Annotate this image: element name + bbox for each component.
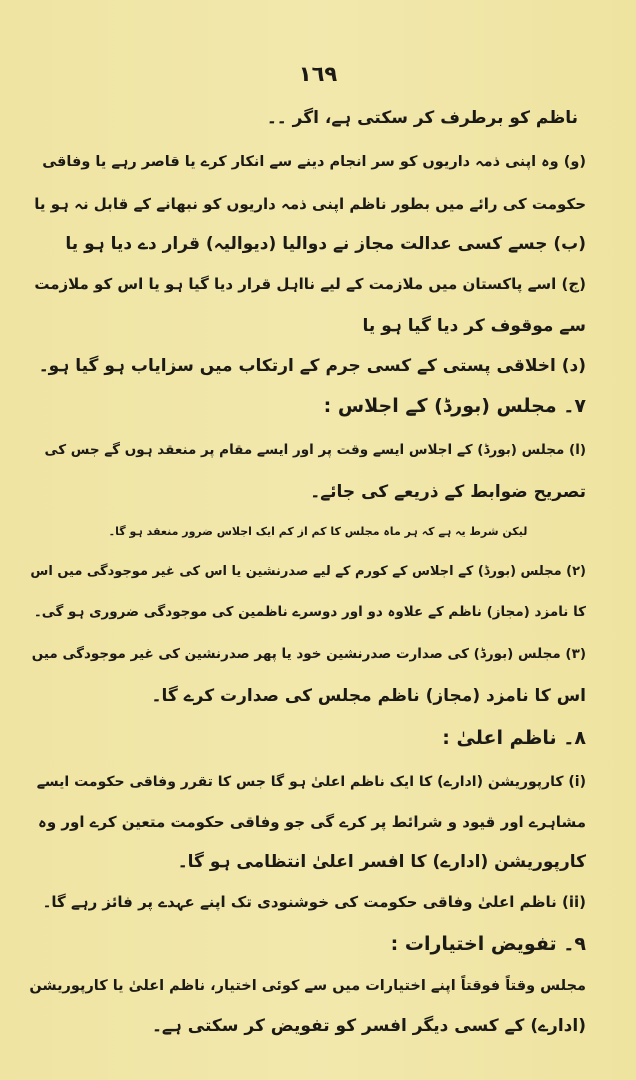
- text-line: سے موقوف کر دیا گیا ہو یا: [362, 316, 586, 336]
- proviso-text: لیکن شرط یہ ہے کہ ہر ماہ مجلس کا کم از کم ایک اجلاس ضرور منعقد ہو گا۔: [108, 525, 528, 538]
- clause-text: (و) وہ اپنی ذمہ داریوں کو سر انجام دینے سے انکار کرے یا قاصر رہے یا وفاقی: [42, 154, 586, 170]
- clause-text: (د) اخلاقی پستی کے کسی جرم کے ارتکاب میں سزایاب ہو گیا ہو۔: [38, 356, 586, 376]
- text-line: (ادارے) کے کسی دیگر افسر کو تفویض کر سکتی ہے۔: [151, 1016, 586, 1036]
- clause-text: (ا) مجلس (بورڈ) کے اجلاس ایسے وقت پر اور ایسے مقام پر منعقد ہوں گے جس کی: [44, 442, 586, 458]
- text-line: کارپوریشن (ادارے) کا افسر اعلیٰ انتظامی ہو گا۔: [177, 852, 586, 872]
- page-number: ١٦٩: [298, 62, 338, 86]
- text-line: مجلس وقتاً فوقتاً اپنے اختیارات میں سے کوئی اختیار، ناظم اعلیٰ یا کارپوریشن: [29, 978, 586, 994]
- section-heading: ۹۔ تفویض اختیارات :: [390, 933, 586, 955]
- text-line: حکومت کی رائے میں بطور ناظم اپنی ذمہ داریوں کو نبھانے کے قابل نہ ہو یا: [34, 195, 586, 213]
- clause-text: (۲) مجلس (بورڈ) کے اجلاس کے کورم کے لیے صدرنشین یا اس کی غیر موجودگی میں اس: [30, 564, 586, 579]
- clause-text: (ب) جسے کسی عدالت مجاز نے دوالیا (دیوالیہ) قرار دے دیا ہو یا: [65, 234, 586, 254]
- text-line: ناظم کو برطرف کر سکتی ہے، اگر ۔۔: [266, 108, 578, 128]
- clause-text: (۳) مجلس (بورڈ) کی صدارت صدرنشین خود یا پھر صدرنشین کی غیر موجودگی میں: [31, 646, 586, 662]
- clause-text: (ج) اسے پاکستان میں ملازمت کے لیے نااہل قرار دیا گیا ہو یا اس کو ملازمت: [34, 275, 586, 293]
- text-line: اس کا نامزد (مجاز) ناظم مجلس کی صدارت کرے گا۔: [151, 686, 586, 706]
- section-heading: ۸۔ ناظم اعلیٰ :: [442, 727, 586, 749]
- text-line: تصریح ضوابط کے ذریعے کی جائے۔: [310, 482, 586, 502]
- clause-text: (ii) ناظم اعلیٰ وفاقی حکومت کی خوشنودی تک اپنے عہدے پر فائز رہے گا۔: [42, 893, 586, 911]
- clause-text: (i) کارپوریشن (ادارے) کا ایک ناظم اعلیٰ ہو گا جس کا تقرر وفاقی حکومت ایسے: [36, 774, 586, 790]
- section-heading: ۷۔ مجلس (بورڈ) کے اجلاس :: [323, 395, 586, 417]
- text-line: مشاہرے اور قیود و شرائط پر کرے گی جو وفاقی حکومت متعین کرے اور وہ: [38, 813, 586, 831]
- text-line: کا نامزد (مجاز) ناظم کے علاوہ دو اور دوسرے ناظمین کی موجودگی ضروری ہو گی۔: [33, 604, 586, 620]
